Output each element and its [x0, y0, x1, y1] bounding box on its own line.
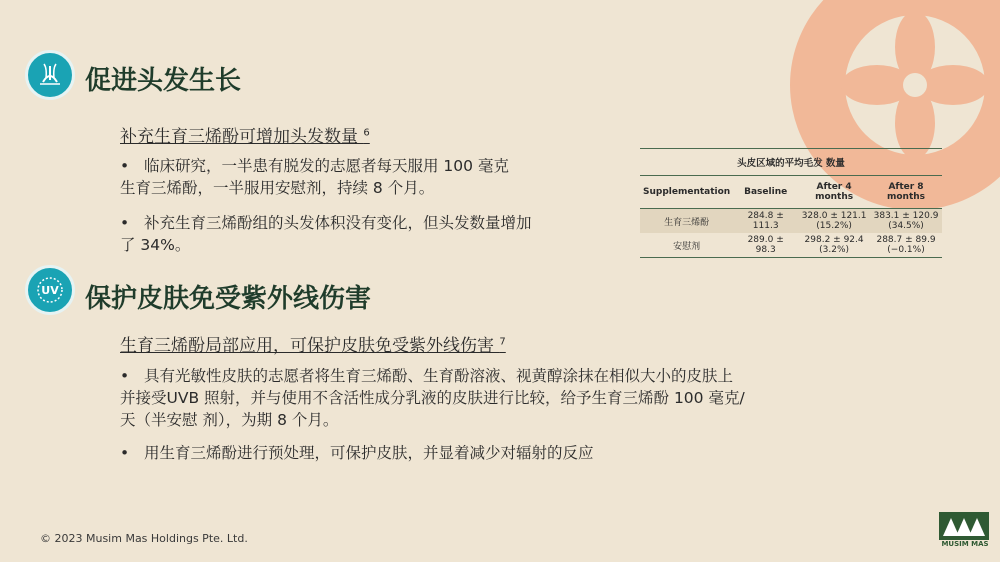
table-header-row: [640, 176, 942, 209]
section-title-uv-protection: 保护皮肤免受紫外线伤害: [85, 284, 372, 314]
reference-number: 6: [363, 127, 370, 139]
section-title-hair-growth: 促进头发生长: [85, 66, 242, 96]
table-row: 安慰剂 289.0 ± 98.3 298.2 ± 92.4 (3.2%) 288.7 ± 89.9 (−0.1%): [640, 233, 942, 258]
table-title: 头皮区域的平均毛发 数量: [640, 149, 942, 176]
bullet-uv-study: • 具有光敏性皮肤的志愿者将生育三烯酚、生育酚溶液、视黄醇涂抹在相似大小的皮肤上 并接受UVB 照射，并与使用不含活性成分乳液的皮肤进行比较，给予生育三烯酚 100 毫克/ 天（半安慰 剂），为期 8 个月。: [120, 367, 745, 429]
copyright-footer: © 2023 Musim Mas Holdings Pte. Ltd.: [40, 532, 248, 545]
table-header: Baseline: [733, 176, 798, 209]
table-header: After 4 months: [798, 176, 870, 209]
table-header: After 8 months: [870, 176, 942, 209]
bullet-result: • 补充生育三烯酚组的头发体积没有变化，但头发数量增加 了 34%。: [120, 214, 532, 254]
logo-text: MUSIM MAS: [941, 540, 989, 548]
svg-text:UV: UV: [41, 284, 59, 297]
hair-follicle-icon: [25, 50, 75, 100]
subtitle-hair-count: 补充生育三烯酚可增加头发数量 $^6$: [120, 127, 370, 147]
reference-number: 7: [499, 336, 506, 348]
bullet-uv-result: • 用生育三烯酚进行预处理，可保护皮肤，并显着减少对辐射的反应: [120, 444, 594, 462]
hair-count-table: [640, 148, 942, 258]
table-row: 生育三烯酚 284.8 ± 111.3 328.0 ± 121.1 (15.2%) 383.1 ± 120.9 (34.5%): [640, 209, 942, 234]
bullet-clinical-study: • 临床研究，一半患有脱发的志愿者每天服用 100 毫克 生育三烯酚，一半服用安慰剂，持续 8 个月。: [120, 157, 509, 197]
subtitle-uv: 生育三烯酚局部应用，可保护皮肤免受紫外线伤害 $^7$: [120, 336, 506, 356]
uv-sun-icon: [25, 265, 75, 315]
table-header: Supplementation: [640, 176, 733, 209]
